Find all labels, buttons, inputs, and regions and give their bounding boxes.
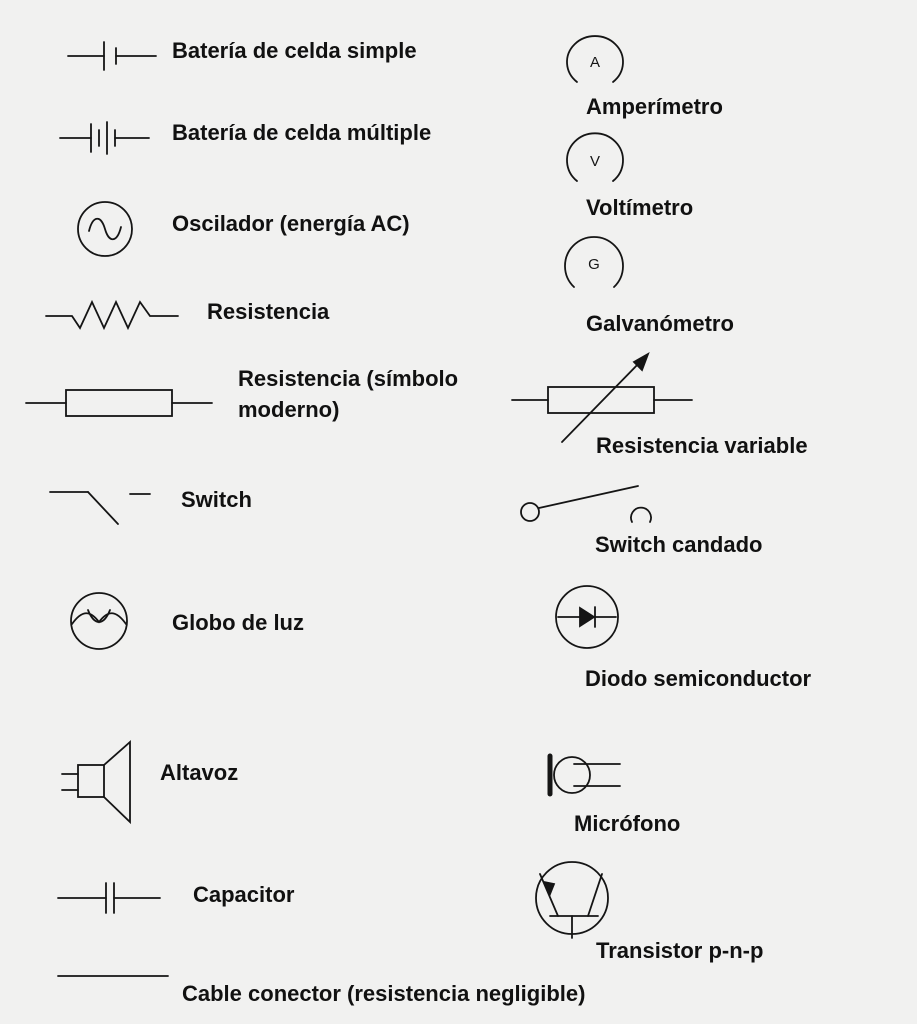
switch-icon (46, 482, 156, 532)
multi-cell-battery-icon (55, 116, 155, 160)
voltmeter-letter: V (589, 153, 601, 170)
microphone-icon (544, 752, 628, 798)
label-voltmeter: Voltímetro (586, 195, 694, 220)
label-wire: Cable conector (resistencia negligible) (182, 981, 586, 1006)
label-galvanometer: Galvanómetro (586, 311, 734, 336)
label-switch: Switch (181, 487, 252, 512)
single-cell-battery-icon (60, 36, 160, 76)
label-resistor: Resistencia (207, 299, 330, 324)
label-single-cell-battery: Batería de celda simple (172, 38, 417, 63)
ammeter-icon (563, 34, 627, 88)
latch-switch-icon (516, 476, 660, 526)
label-ammeter: Amperímetro (586, 94, 723, 119)
lamp-icon (66, 588, 132, 654)
label-latch-switch: Switch candado (595, 532, 763, 557)
speaker-icon (60, 738, 140, 828)
capacitor-icon (56, 878, 166, 918)
label-microphone: Micrófono (574, 811, 681, 836)
label-transistor: Transistor p-n-p (596, 938, 764, 963)
galvanometer-letter: G (588, 256, 600, 273)
diode-icon (552, 582, 622, 652)
resistor-icon (44, 294, 184, 334)
label-oscillator: Oscilador (energía AC) (172, 211, 410, 236)
galvanometer-icon (562, 231, 626, 301)
label-capacitor: Capacitor (193, 882, 295, 907)
label-multi-cell-battery: Batería de celda múltiple (172, 120, 432, 145)
oscillator-icon (75, 199, 135, 259)
ammeter-letter: A (589, 54, 601, 71)
voltmeter-icon (563, 131, 627, 187)
wire-icon (56, 966, 172, 986)
page-title (0, 0, 1, 1)
label-resistor-modern: Resistencia (símbolo moderno) (238, 366, 459, 422)
label-speaker: Altavoz (160, 760, 239, 785)
label-lamp: Globo de luz (172, 610, 304, 635)
resistor-modern-icon (24, 383, 214, 423)
transistor-pnp-icon (530, 858, 620, 942)
label-diode: Diodo semiconductor (585, 666, 812, 691)
label-variable-resistor: Resistencia variable (596, 433, 808, 458)
